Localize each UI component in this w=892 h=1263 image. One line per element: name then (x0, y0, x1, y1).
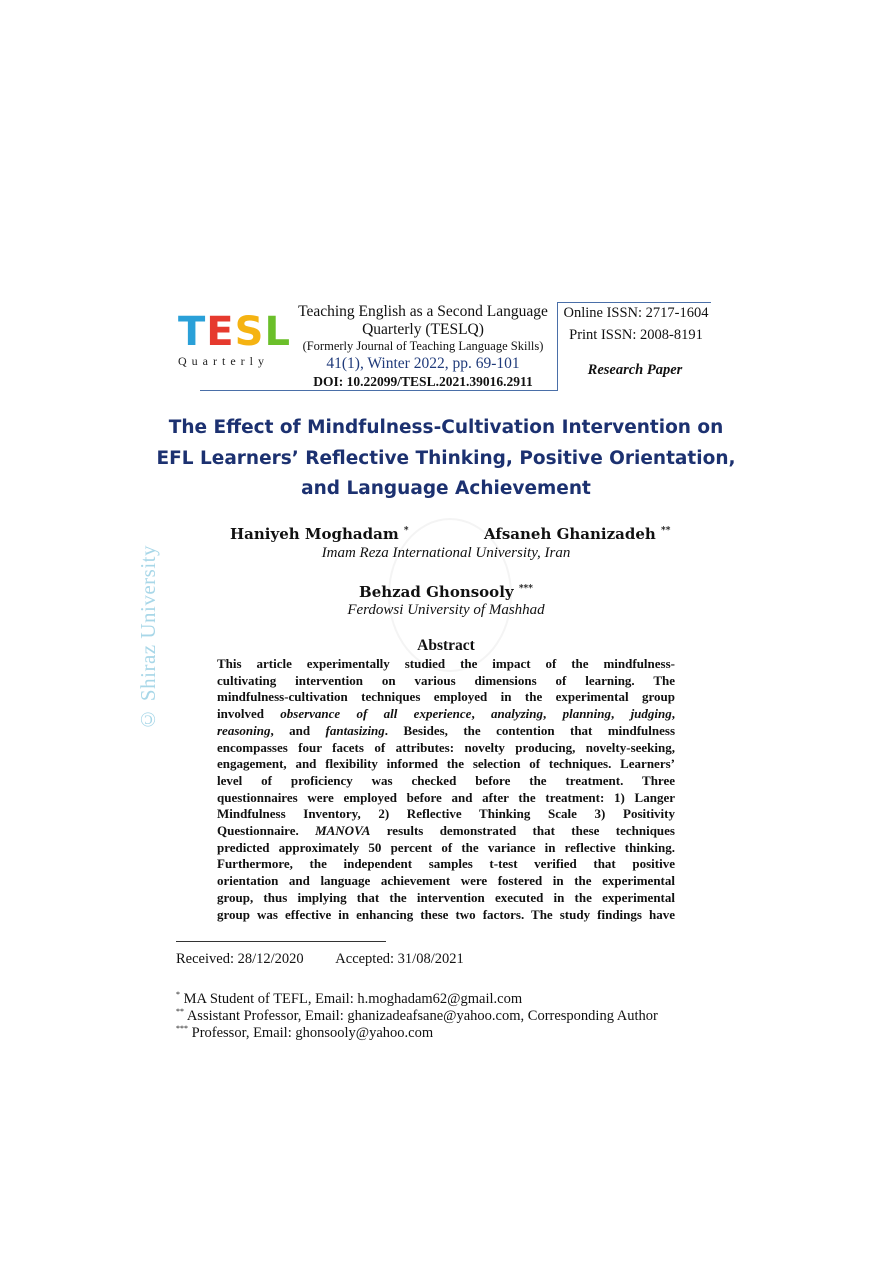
journal-former-name: (Formerly Journal of Teaching Language Skills) (302, 339, 544, 353)
journal-name: Teaching English as a Second Language (298, 303, 548, 320)
abstract-line: Mindfulness Inventory, 2) Reflective Thinking Scale 3) Positivity (217, 806, 675, 822)
author-2-mark: ** (661, 526, 671, 536)
author-1-mark: * (403, 526, 409, 536)
footnote-2-text: Assistant Professor, Email: ghanizadeafsane@yahoo.com, Corresponding Author (184, 1008, 658, 1024)
abstract-line: involved observance of all experience, analyzing, planning, judging, (217, 706, 675, 722)
author-1-name: Haniyeh Moghadam (230, 525, 399, 543)
abstract-line: This article experimentally studied the impact of the mindfulness- (217, 656, 675, 671)
issue-info: 41(1), Winter 2022, pp. 69-101 (326, 355, 520, 372)
online-issn: Online ISSN: 2717-1604 (563, 305, 709, 321)
affiliation-2: Ferdowsi University of Mashhad (347, 602, 545, 618)
abstract-line: orientation and language achievement were fostered in the experimental (217, 873, 675, 889)
abstract-line: Furthermore, the independent samples t-test verified that positive (217, 856, 675, 872)
header-rule-vertical (557, 302, 558, 390)
logo-letter: T (178, 309, 206, 355)
footnote-3-text: Professor, Email: ghonsooly@yahoo.com (188, 1025, 434, 1041)
abstract-line: questionnaires were employed before and after the treatment: 1) Langer (217, 789, 675, 805)
watermark-text: © Shiraz University (136, 545, 160, 732)
paper-type: Research Paper (587, 362, 683, 378)
abstract-line: reasoning, and fantasizing. Besides, the contention that mindfulness (217, 722, 676, 738)
abstract-line: encompasses four facets of attributes: novelty producing, novelty-seeking, (217, 739, 675, 755)
footnote-1-text: MA Student of TEFL, Email: h.moghadam62@gmail.com (180, 991, 523, 1007)
logo-subtitle: Quarterly (178, 354, 269, 368)
abstract-heading: Abstract (417, 637, 475, 654)
footnote-rule (176, 941, 386, 942)
logo-letter: E (206, 309, 234, 355)
journal-logo (178, 309, 290, 370)
title-line: EFL Learners’ Reflective Thinking, Positive Orientation, (156, 447, 736, 469)
abstract-line: group, thus implying that the intervention executed in the experimental (217, 889, 675, 905)
title-line: and Language Achievement (301, 478, 591, 499)
header-rule-bottom (200, 390, 558, 391)
abstract-line: group was effective in enhancing these two factors. The study findings have (217, 906, 675, 922)
print-issn: Print ISSN: 2008-8191 (569, 327, 703, 343)
received-date: Received: 28/12/2020 (176, 951, 304, 967)
author-2 (484, 525, 670, 543)
title-line: The Effect of Mindfulness-Cultivation Intervention on (168, 417, 724, 438)
submission-dates (176, 951, 464, 968)
journal-abbrev: Quarterly (TESLQ) (362, 321, 484, 338)
logo-letter: S (234, 309, 264, 355)
abstract-line: level of proficiency was checked before the treatment. Three (217, 772, 675, 788)
abstract-line: engagement, and flexibility informed the selection of techniques. Learners’ (217, 756, 675, 772)
author-1 (230, 525, 409, 543)
footnote-2-mark: ** (176, 1007, 184, 1016)
issn-block (560, 302, 712, 346)
author-3-mark: *** (518, 584, 533, 594)
footnote-3-mark: *** (176, 1024, 188, 1033)
journal-info (288, 302, 558, 390)
author-2-name: Afsaneh Ghanizadeh (484, 525, 656, 543)
abstract-line: Questionnaire. MANOVA results demonstrated that these techniques (217, 823, 675, 839)
paper-title (150, 413, 742, 505)
doi: DOI: 10.22099/TESL.2021.39016.2911 (313, 374, 533, 389)
accepted-date: Accepted: 31/08/2021 (335, 951, 464, 967)
logo-letters (178, 309, 290, 355)
author-3-name: Behzad Ghonsooly (359, 583, 514, 601)
footnote-1-mark: * (176, 990, 180, 999)
affiliation-1: Imam Reza International University, Iran (321, 545, 571, 561)
abstract-line: mindfulness-cultivation techniques employed in the experimental group (217, 689, 675, 705)
abstract-body (217, 656, 675, 923)
abstract-line: cultivating intervention on various dimensions of learning. The (217, 672, 675, 688)
logo-letter: L (264, 309, 290, 355)
abstract-line: predicted approximately 50 percent of the variance in reflective thinking. (217, 839, 675, 855)
copyright-watermark (136, 545, 164, 770)
author-3 (296, 583, 596, 601)
footnote-3 (176, 1020, 433, 1042)
